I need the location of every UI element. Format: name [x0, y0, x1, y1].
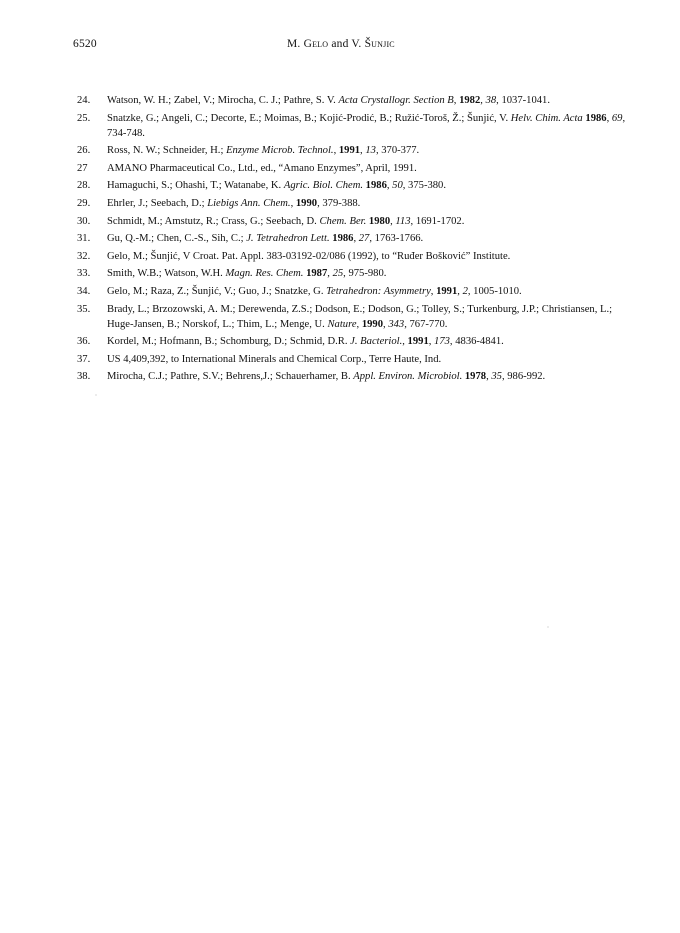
reference-segment: Schmidt, M.; Amstutz, R.; Crass, G.; Seebach, D. — [107, 215, 320, 227]
reference-item — [77, 302, 637, 332]
reference-segment: , — [333, 145, 339, 157]
reference-italic-segment: J. Bacteriol. — [350, 336, 403, 348]
reference-segment: Gelo, M.; Šunjić, V Croat. Pat. Appl. 383-03192-02/086 (1992), to “Ruđer Bošković” Institute. — [107, 250, 511, 262]
page-number: 6520 — [73, 38, 97, 50]
running-head-smallcaps-1: elo — [312, 38, 329, 50]
reference-segment: Smith, W.B.; Watson, W.H. — [107, 268, 226, 280]
reference-italic-segment: 38 — [485, 95, 497, 106]
reference-segment: Snatzke, G.; Angeli, C.; Decorte, E.; Moimas, B.; Kojić-Prodić, B.; Ružić-Toroš, Ž.; Šunjić, V. — [107, 112, 511, 124]
reference-segment: Ross, N. W.; Schneider, H.; — [107, 145, 227, 157]
reference-text — [107, 268, 386, 279]
reference-italic-segment: 27 — [358, 233, 370, 245]
reference-italic-segment: 69 — [611, 112, 623, 124]
reference-italic-segment: Agric. Biol. Chem. — [283, 180, 364, 192]
reference-italic-segment: Acta Crystallogr. Section B — [338, 95, 454, 106]
reference-segment: , 1691-1702. — [410, 215, 465, 227]
reference-year: 1978 — [464, 371, 487, 383]
reference-item — [77, 161, 637, 176]
reference-segment: , — [486, 371, 492, 383]
reference-italic-segment: 50 — [392, 180, 403, 192]
reference-italic-segment: Tetrahedron: Asymmetry — [326, 285, 431, 297]
reference-text — [107, 233, 423, 244]
reference-number: 37. — [77, 353, 91, 365]
reference-text — [107, 336, 504, 347]
reference-segment: , — [290, 197, 296, 209]
reference-segment: , 1005-1010. — [467, 285, 522, 297]
running-head-smallcaps-2: unjic — [371, 38, 395, 50]
reference-item — [77, 93, 637, 108]
reference-year: 1986 — [585, 112, 607, 124]
reference-number: 28. — [77, 180, 91, 192]
reference-segment: US 4,409,392, to International Minerals and Chemical Corp., Terre Haute, Ind. — [107, 353, 442, 365]
reference-text — [107, 354, 441, 365]
reference-item — [77, 111, 637, 141]
reference-italic-segment: 343 — [388, 318, 405, 330]
reference-italic-segment: Liebigs Ann. Chem. — [207, 197, 291, 209]
reference-year: 1990 — [295, 197, 318, 209]
reference-number: 32. — [77, 250, 91, 262]
reference-italic-segment: 13 — [365, 145, 376, 157]
reference-text — [107, 251, 510, 262]
reference-segment: , 1763-1766. — [369, 233, 424, 245]
reference-number: 30. — [77, 215, 91, 227]
reference-text — [107, 95, 550, 106]
reference-italic-segment: Magn. Res. Chem. — [225, 268, 304, 280]
reference-number: 35. — [77, 303, 91, 315]
reference-number: 25. — [77, 112, 91, 124]
reference-segment: Gu, Q.-M.; Chen, C.-S., Sih, C.; — [107, 233, 247, 245]
reference-item — [77, 143, 637, 158]
reference-italic-segment: Enzyme Microb. Technol. — [226, 145, 334, 157]
reference-item — [77, 196, 637, 211]
reference-text — [107, 180, 446, 191]
reference-number: 24. — [77, 95, 91, 106]
reference-year: 1991 — [338, 145, 361, 157]
reference-segment: , 975-980. — [343, 268, 387, 280]
reference-italic-segment: 25 — [332, 268, 344, 280]
reference-number: 29. — [77, 197, 91, 209]
reference-segment: , 370-377. — [375, 145, 420, 157]
running-head-middle: and V. Š — [328, 38, 372, 50]
reference-number: 26. — [77, 145, 91, 157]
reference-number: 34. — [77, 285, 91, 297]
reference-item — [77, 266, 637, 281]
reference-number: 27 — [77, 162, 88, 174]
reference-segment: , — [390, 215, 396, 227]
reference-text — [107, 371, 545, 382]
reference-segment: Ehrler, J.; Seebach, D.; — [107, 197, 208, 209]
reference-item — [77, 178, 637, 193]
reference-italic-segment: 173 — [434, 336, 450, 348]
reference-segment: , — [453, 95, 460, 106]
reference-number: 33. — [77, 268, 91, 280]
reference-item — [77, 334, 637, 349]
reference-italic-segment: 113 — [395, 215, 411, 227]
reference-italic-segment: 35 — [491, 371, 502, 383]
reference-segment: , 4836-4841. — [449, 336, 504, 348]
reference-text — [107, 304, 612, 330]
reference-segment: , — [402, 336, 408, 348]
reference-item — [77, 231, 637, 246]
running-head-prefix: M. G — [287, 38, 313, 50]
reference-segment: , 1037-1041. — [496, 95, 551, 106]
reference-italic-segment: 2 — [462, 285, 468, 297]
reference-segment: , 734-748. — [107, 112, 626, 139]
reference-text — [107, 113, 625, 139]
reference-text — [107, 198, 360, 209]
reference-year: 1987 — [306, 268, 328, 280]
reference-segment: , 379-388. — [317, 197, 361, 209]
reference-text — [107, 163, 417, 174]
reference-italic-segment: Chem. Ber. — [319, 215, 367, 227]
reference-segment: AMANO Pharmaceutical Co., Ltd., ed., “Amano Enzymes”, April, 1991. — [107, 162, 417, 174]
reference-number: 31. — [77, 233, 91, 245]
reference-segment: , — [428, 336, 435, 348]
reference-segment: , — [606, 112, 612, 124]
reference-item — [77, 352, 637, 367]
reference-year: 1991 — [436, 285, 458, 297]
reference-year: 1986 — [365, 180, 387, 192]
running-head — [287, 38, 395, 50]
reference-year: 1990 — [361, 318, 384, 330]
reference-segment: , — [383, 318, 389, 330]
reference-segment: , — [480, 95, 486, 106]
reference-number: 38. — [77, 371, 91, 383]
reference-text — [107, 286, 522, 297]
reference-segment: , — [353, 233, 359, 245]
reference-italic-segment: Nature — [327, 318, 357, 330]
reference-segment: , — [386, 180, 393, 192]
reference-text — [107, 216, 464, 227]
reference-text — [107, 145, 419, 156]
reference-segment: , — [360, 145, 366, 157]
reference-segment: Watson, W. H.; Zabel, V.; Mirocha, C. J.; Pathre, S. V. — [107, 95, 339, 106]
reference-segment: , 986-992. — [501, 371, 546, 383]
reference-item — [77, 284, 637, 299]
reference-item — [77, 214, 637, 229]
reference-item — [77, 249, 637, 264]
reference-segment: Gelo, M.; Raza, Z.; Šunjić, V.; Guo, J.; Snatzke, G. — [107, 285, 327, 297]
reference-segment: , — [327, 268, 333, 280]
reference-segment: , 375-380. — [402, 180, 447, 192]
reference-segment: , 767-770. — [404, 318, 448, 330]
reference-italic-segment: J. Tetrahedron Lett. — [246, 233, 330, 245]
reference-number: 36. — [77, 336, 91, 348]
reference-year: 1982 — [459, 95, 481, 106]
reference-segment: , — [457, 285, 463, 297]
reference-segment: Kordel, M.; Hofmann, B.; Schomburg, D.; Schmid, D.R. — [107, 336, 351, 348]
reference-segment: , — [430, 285, 437, 297]
reference-year: 1986 — [332, 233, 354, 245]
reference-year: 1991 — [407, 336, 429, 348]
reference-segment: Hamaguchi, S.; Ohashi, T.; Watanabe, K. — [107, 180, 284, 192]
reference-list — [77, 93, 637, 387]
reference-segment: Brady, L.; Brzozowski, A. M.; Derewenda, Z.S.; Dodson, E.; Dodson, G.; Tolley, S.; Turkenburg, J.P.; Christiansen, L.; Huge-Jansen, B.; Norskof, L.; Thim, L.; Menge, U. — [107, 303, 613, 330]
reference-year: 1980 — [368, 215, 391, 227]
reference-item — [77, 369, 637, 384]
reference-italic-segment: Appl. Environ. Microbiol. — [353, 371, 463, 383]
reference-italic-segment: Helv. Chim. Acta — [510, 112, 583, 124]
reference-segment: , — [356, 318, 362, 330]
reference-segment: Mirocha, C.J.; Pathre, S.V.; Behrens,J.; Schauerhamer, B. — [107, 371, 354, 383]
